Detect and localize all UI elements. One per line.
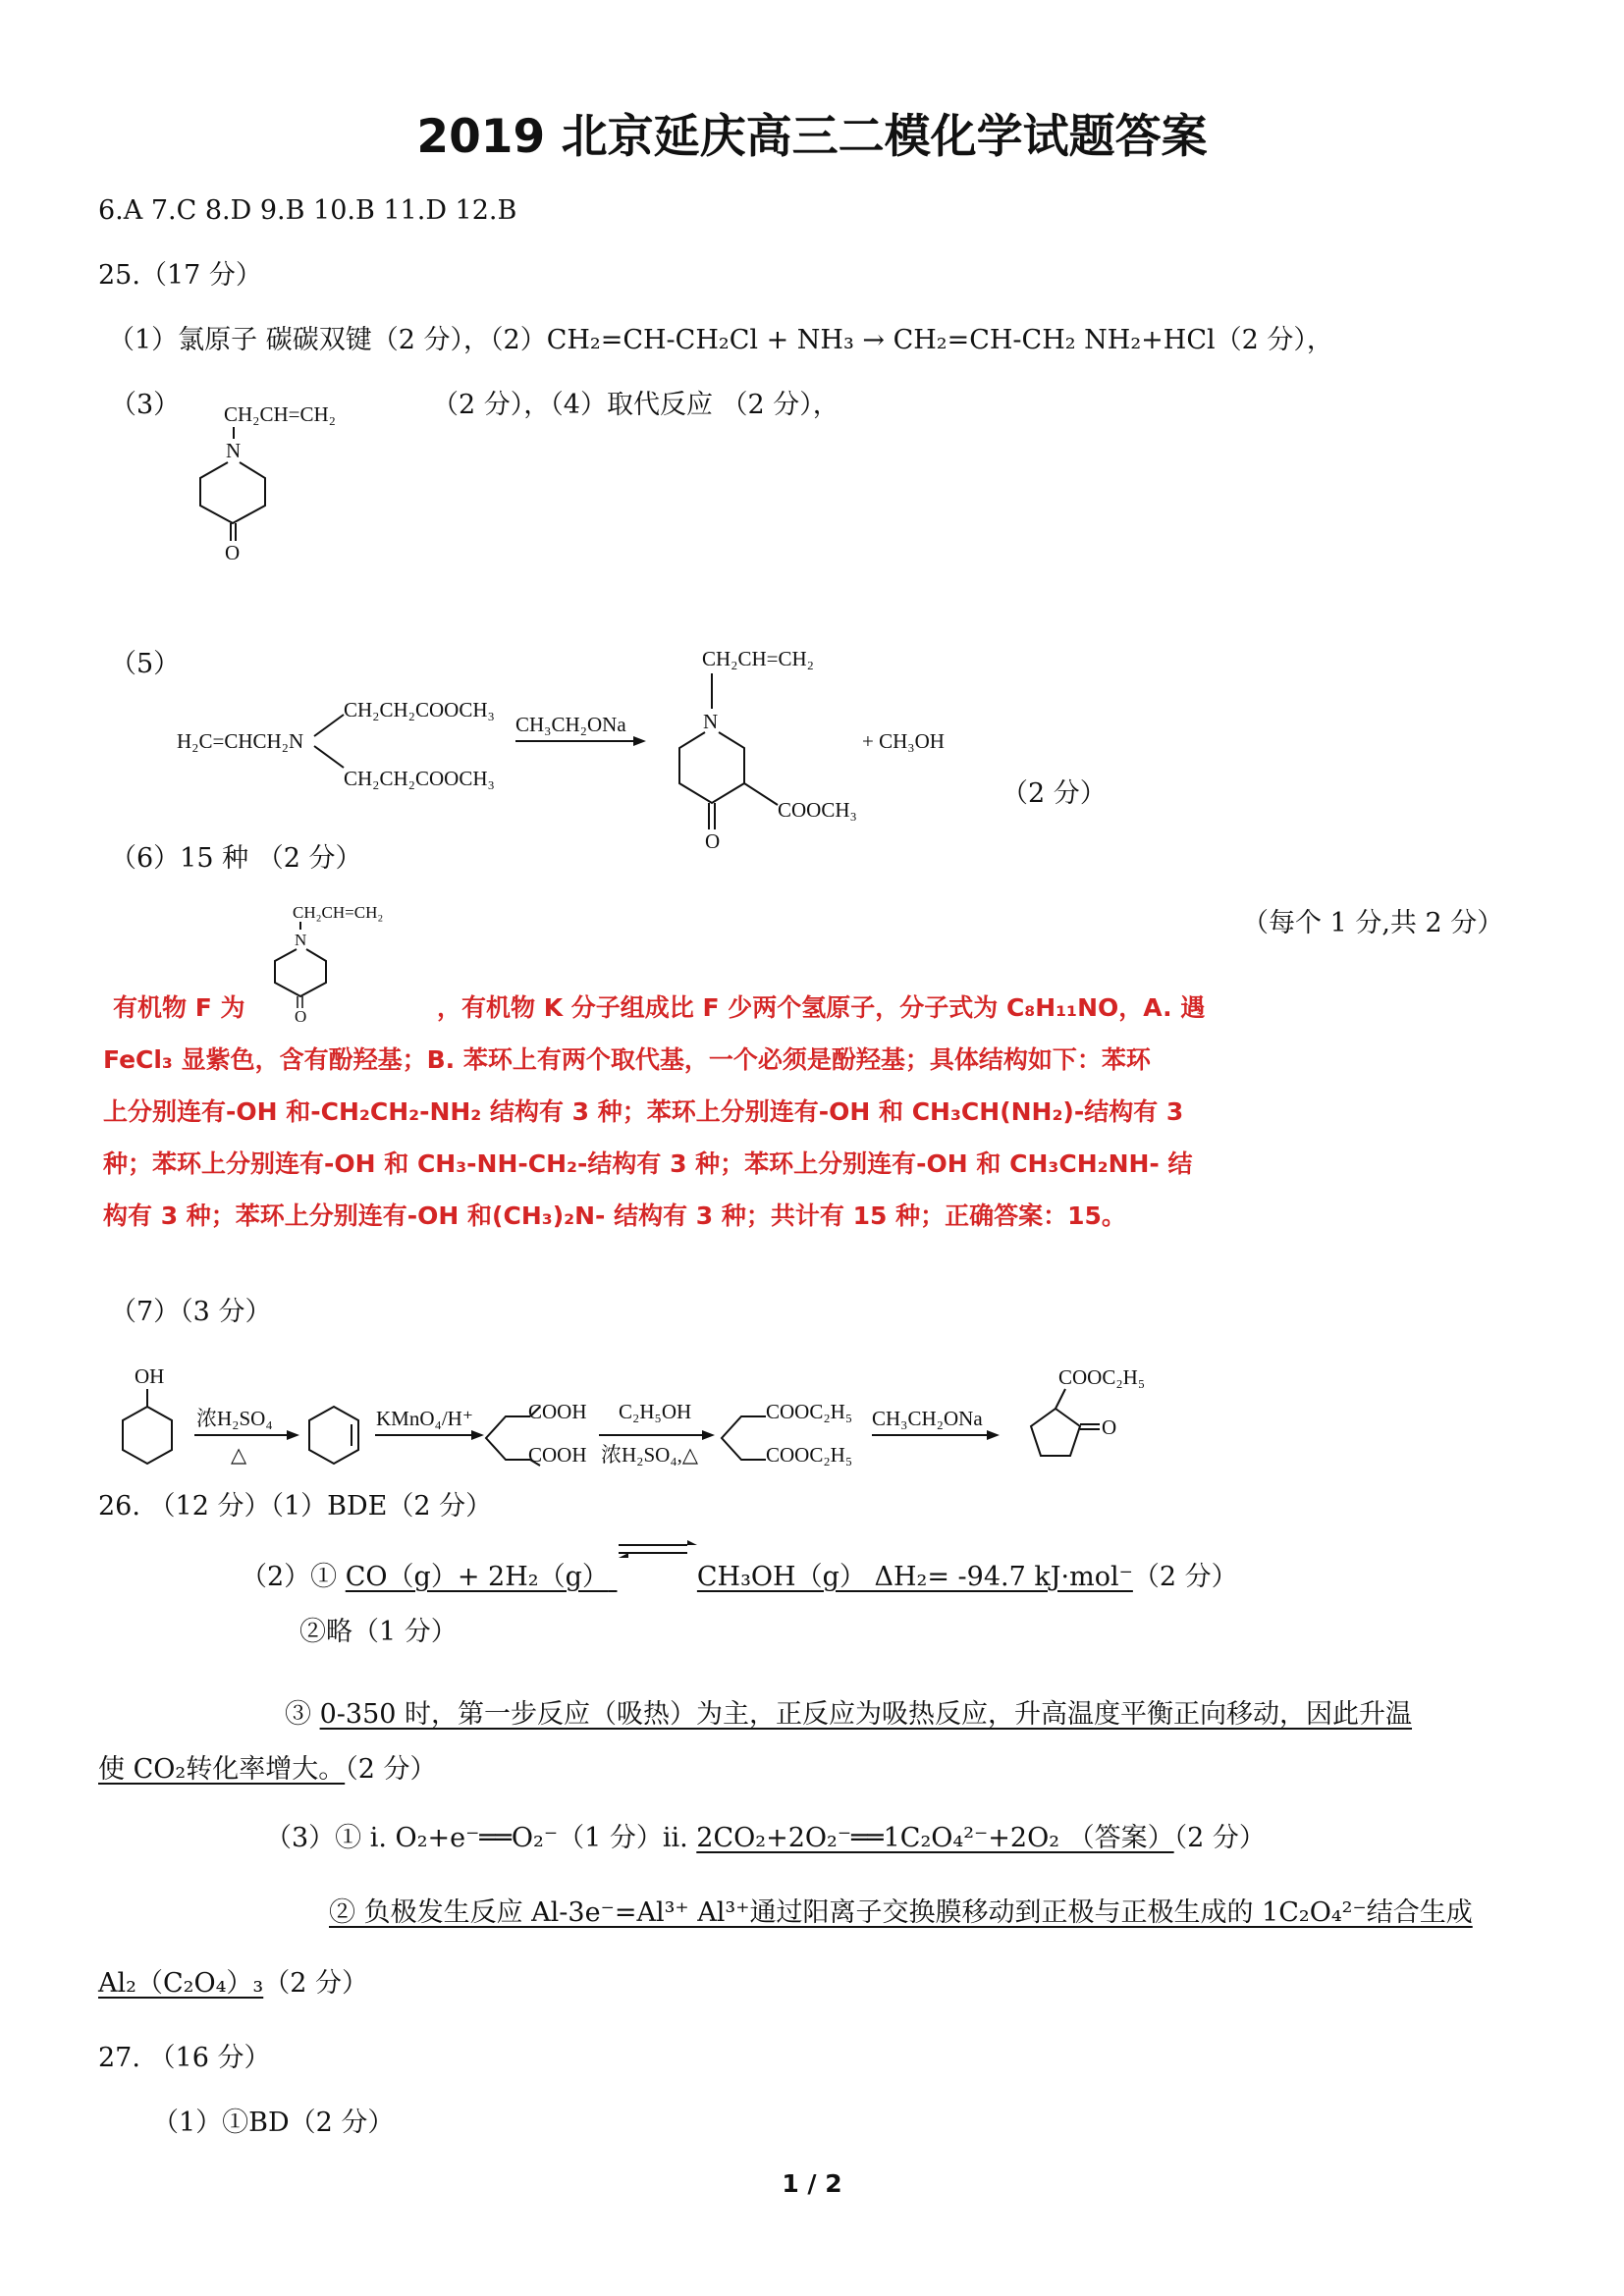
- q25-p3-label: （3）: [110, 390, 181, 420]
- chem-reagent-etona: CH₃CH₂ONa: [515, 713, 626, 736]
- chem-r1b: △: [231, 1443, 247, 1467]
- q25-p5-score: （2 分）: [1001, 778, 1107, 809]
- chem-n: N: [226, 439, 242, 462]
- q25-p5-label: （5）: [110, 649, 181, 679]
- q26-q3-2b-score: （2 分）: [263, 1968, 368, 1999]
- chem-allyl-3: CH₂CH=CH₂: [293, 903, 384, 922]
- q26-q3-1-underlined: 2CO₂+2O₂⁻══1C₂O₄²⁻+2O₂ （答案）: [696, 1823, 1174, 1853]
- q26-p2-eq-a: CO（g）+ 2H₂（g）: [345, 1562, 609, 1592]
- q26-p3b-score: （2 分）: [345, 1754, 437, 1785]
- q26-q3-2b: [98, 1967, 368, 2001]
- chem-oh: OH: [135, 1364, 165, 1388]
- q26-q3-1-text: （3）① i. O₂+e⁻══O₂⁻（1 分）ii.: [265, 1823, 697, 1853]
- chem-cooet-top: COOC₂H₅: [766, 1400, 853, 1423]
- chem-cooet-bot: COOC₂H₅: [766, 1443, 853, 1467]
- chem-r3b: 浓H₂SO₄,△: [601, 1443, 699, 1467]
- chem-n-3: N: [295, 931, 307, 949]
- q26-q3-2b-text: Al₂（C₂O₄）₃: [98, 1968, 264, 1999]
- chem-h2c-amine: H₂C=CHCH₂N: [177, 729, 304, 753]
- chem-cooet-prod: COOC₂H₅: [1058, 1365, 1146, 1389]
- chem-allyl: CH₂CH=CH₂: [224, 402, 337, 426]
- chem-ester-lower: CH₂CH₂COOCH₃: [344, 767, 495, 790]
- mc-answers: 6.A 7.C 8.D 9.B 10.B 11.D 12.B: [98, 195, 517, 226]
- chem-o-2: O: [705, 829, 721, 853]
- red-explanation-l1a: 有机物 F 为: [113, 993, 245, 1022]
- q26-p2-eq-b: CH₃OH（g） ΔH₂= -94.7 kJ·mol⁻: [696, 1562, 1133, 1592]
- q26-q3-2-text: ② 负极发生反应 Al-3e⁻=Al³⁺ Al³⁺通过阳离子交换膜移动到正极与正极生成的 1C₂O₄²⁻结合生成: [329, 1897, 1473, 1928]
- chem-o-3: O: [295, 1007, 307, 1026]
- reaction-q25-7: [98, 1360, 1178, 1497]
- chem-r3: C₂H₅OH: [619, 1400, 692, 1423]
- red-explanation-l5: 构有 3 种；苯环上分别连有-OH 和(CH₃)₂N- 结构有 3 种；共计有 15 种；正确答案：15。: [103, 1201, 1126, 1230]
- reaction-q25-5: [177, 638, 1060, 854]
- structure-f-small: [265, 898, 384, 1026]
- q27-header: 27. （16 分）: [98, 2043, 271, 2073]
- structure-allyl-piperidinone: [177, 398, 393, 564]
- chem-ester-upper: CH₂CH₂COOCH₃: [344, 698, 495, 721]
- q26-p2-suffix: （2 分）: [1132, 1562, 1238, 1592]
- page-title: 2019 北京延庆高三二模化学试题答案: [416, 110, 1208, 164]
- chem-cooh-bot: COOH: [528, 1443, 587, 1467]
- q26-q3-1-score: （2 分）: [1173, 1823, 1266, 1853]
- q26-p2-prefix: （2）①: [241, 1562, 346, 1592]
- chem-cooch3: COOCH₃: [778, 798, 857, 822]
- red-explanation-l1b: ，有机物 K 分子组成比 F 少两个氢原子，分子式为 C₈H₁₁NO，A. 遇: [437, 993, 1206, 1022]
- chem-r4: CH₃CH₂ONa: [872, 1407, 983, 1430]
- q26-p3a-text: 0-350 时，第一步反应（吸热）为主，正反应为吸热反应，升高温度平衡正向移动，因此升温: [319, 1699, 1413, 1730]
- chem-r1: 浓H₂SO₄: [196, 1407, 273, 1430]
- q26-q3-2: [329, 1896, 1473, 1930]
- q25-p7: （7）（3 分）: [110, 1297, 272, 1327]
- q26-p3b: [98, 1753, 436, 1787]
- q25-line1: （1）氯原子 碳碳双键（2 分），（2）CH₂=CH-CH₂Cl + NH₃ → CH₂=CH-CH₂ NH₂+HCl（2 分），: [108, 325, 1333, 355]
- q26-header: 26. （12 分）（1）BDE（2 分）: [98, 1491, 493, 1522]
- chem-r2: KMnO₄/H⁺: [376, 1407, 473, 1430]
- q26-p3a-prefix: ③: [285, 1699, 320, 1730]
- q26-p2b: ②略（1 分）: [299, 1617, 458, 1647]
- chem-o: O: [225, 541, 241, 564]
- q25-header: 25.（17 分）: [98, 260, 262, 291]
- chem-n-2: N: [703, 710, 719, 733]
- page-number: 1 / 2: [782, 2169, 842, 2198]
- q25-p6: （6）15 种 （2 分）: [110, 843, 362, 874]
- equilibrium-arrow-icon: [609, 1561, 697, 1594]
- q26-p3a: [285, 1698, 1412, 1732]
- q26-q3-1: [265, 1822, 1266, 1855]
- q25-p6-score: （每个 1 分,共 2 分）: [1242, 908, 1504, 938]
- q26-p2: [241, 1561, 1238, 1594]
- q25-p3-rest: （2 分），（4）取代反应 （2 分），: [432, 390, 839, 420]
- red-explanation-l2: FeCl₃ 显紫色，含有酚羟基；B. 苯环上有两个取代基，一个必须是酚羟基；具体结构如下：苯环: [103, 1045, 1151, 1074]
- chem-cooh-top: COOH: [528, 1400, 587, 1423]
- red-explanation-l4: 种；苯环上分别连有-OH 和 CH₃-NH-CH₂-结构有 3 种；苯环上分别连有-OH 和 CH₃CH₂NH- 结: [103, 1149, 1193, 1178]
- q26-p3b-text: 使 CO₂转化率增大。: [98, 1754, 346, 1785]
- chem-o-4: O: [1102, 1415, 1117, 1439]
- q27-p1: （1）①BD（2 分）: [152, 2108, 395, 2138]
- chem-plus-ch3oh: + CH₃OH: [862, 729, 945, 753]
- red-explanation-l3: 上分别连有-OH 和-CH₂CH₂-NH₂ 结构有 3 种；苯环上分别连有-OH 和 CH₃CH(NH₂)-结构有 3: [103, 1097, 1184, 1126]
- chem-allyl-2: CH₂CH=CH₂: [702, 647, 815, 670]
